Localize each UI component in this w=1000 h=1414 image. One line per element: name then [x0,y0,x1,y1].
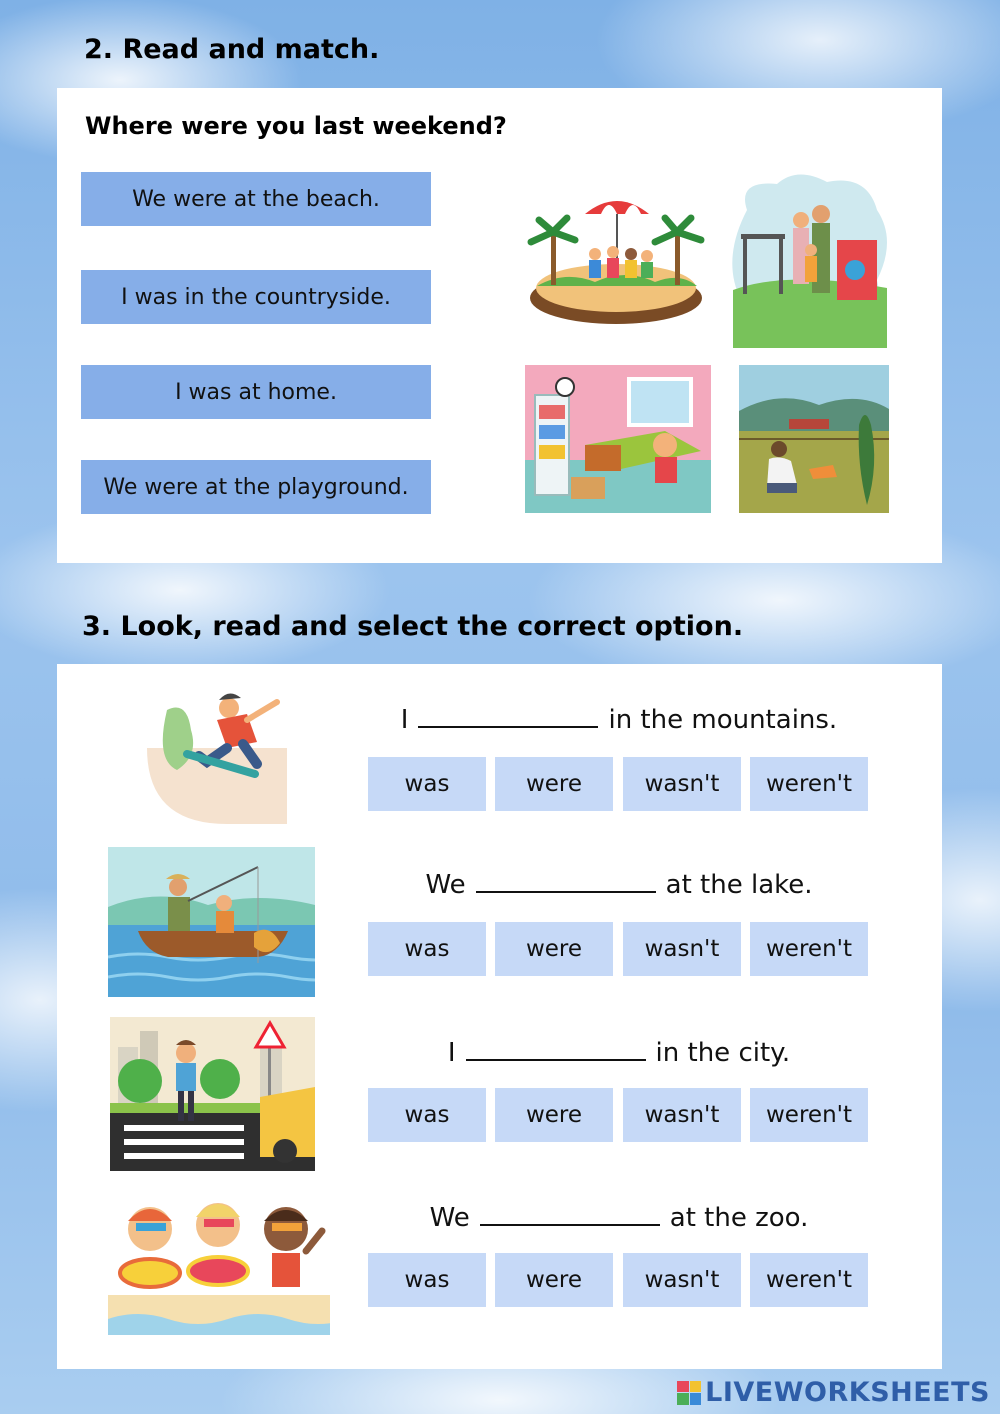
sentence-3-blank [466,1037,646,1061]
q1-option-werent[interactable]: weren't [750,757,868,811]
sentence-2-subject: We [425,870,466,900]
sentence-3-subject: I [447,1038,456,1068]
q4-option-werent[interactable]: weren't [750,1253,868,1307]
skateboard-picture [147,690,287,824]
match-sentence-countryside[interactable]: I was in the countryside. [81,270,431,324]
sentence-1-blank [418,704,598,728]
brand-logo [677,1377,990,1408]
sentence-2-blank [476,869,656,893]
brand-logo-icon [677,1381,701,1405]
playground-picture[interactable] [727,170,892,348]
q2-option-was[interactable]: was [368,922,486,976]
q1-option-wasnt[interactable]: wasn't [623,757,741,811]
fishing-illustration [108,847,315,997]
zoo-picture [108,1191,330,1335]
countryside-illustration [739,365,889,513]
q4-option-wasnt[interactable]: wasn't [623,1253,741,1307]
beach-island-illustration [525,170,707,330]
sentence-4-rest: at the zoo. [669,1203,809,1233]
q1-option-were[interactable]: were [495,757,613,811]
q1-option-was[interactable]: was [368,757,486,811]
kids-illustration [108,1191,330,1335]
skateboarder-illustration [147,690,287,824]
q2-option-werent[interactable]: weren't [750,922,868,976]
select-panel [57,664,942,1369]
q3-option-were[interactable]: were [495,1088,613,1142]
sentence-1-subject: I [400,705,409,735]
sentence-1-rest: in the mountains. [608,705,838,735]
lake-picture [108,847,315,997]
match-sentence-home[interactable]: I was at home. [81,365,431,419]
match-sentence-playground[interactable]: We were at the playground. [81,460,431,514]
q3-option-wasnt[interactable]: wasn't [623,1088,741,1142]
city-crossing-illustration [110,1017,315,1171]
q2-option-were[interactable]: were [495,922,613,976]
countryside-picture[interactable] [739,365,889,513]
q4-option-was[interactable]: was [368,1253,486,1307]
beach-picture[interactable] [525,170,707,330]
sentence-1 [369,704,869,735]
city-picture [110,1017,315,1171]
section2-heading: 2. Read and match. [84,34,380,65]
sentence-4-blank [480,1202,660,1226]
section3-heading: 3. Look, read and select the correct option. [82,611,744,642]
q2-option-wasnt[interactable]: wasn't [623,922,741,976]
home-picture[interactable] [525,365,711,513]
sentence-2 [369,869,869,900]
bedroom-illustration [525,365,711,513]
q4-option-were[interactable]: were [495,1253,613,1307]
sentence-3 [369,1037,869,1068]
q3-option-werent[interactable]: weren't [750,1088,868,1142]
match-panel [57,88,942,563]
playground-illustration [727,170,892,348]
match-sentence-beach[interactable]: We were at the beach. [81,172,431,226]
sentence-3-rest: in the city. [655,1038,791,1068]
q3-option-was[interactable]: was [368,1088,486,1142]
match-question: Where were you last weekend? [85,112,507,140]
brand-name: LIVEWORKSHEETS [705,1377,990,1408]
sentence-4-subject: We [429,1203,470,1233]
sentence-4 [369,1202,869,1233]
sentence-2-rest: at the lake. [665,870,813,900]
